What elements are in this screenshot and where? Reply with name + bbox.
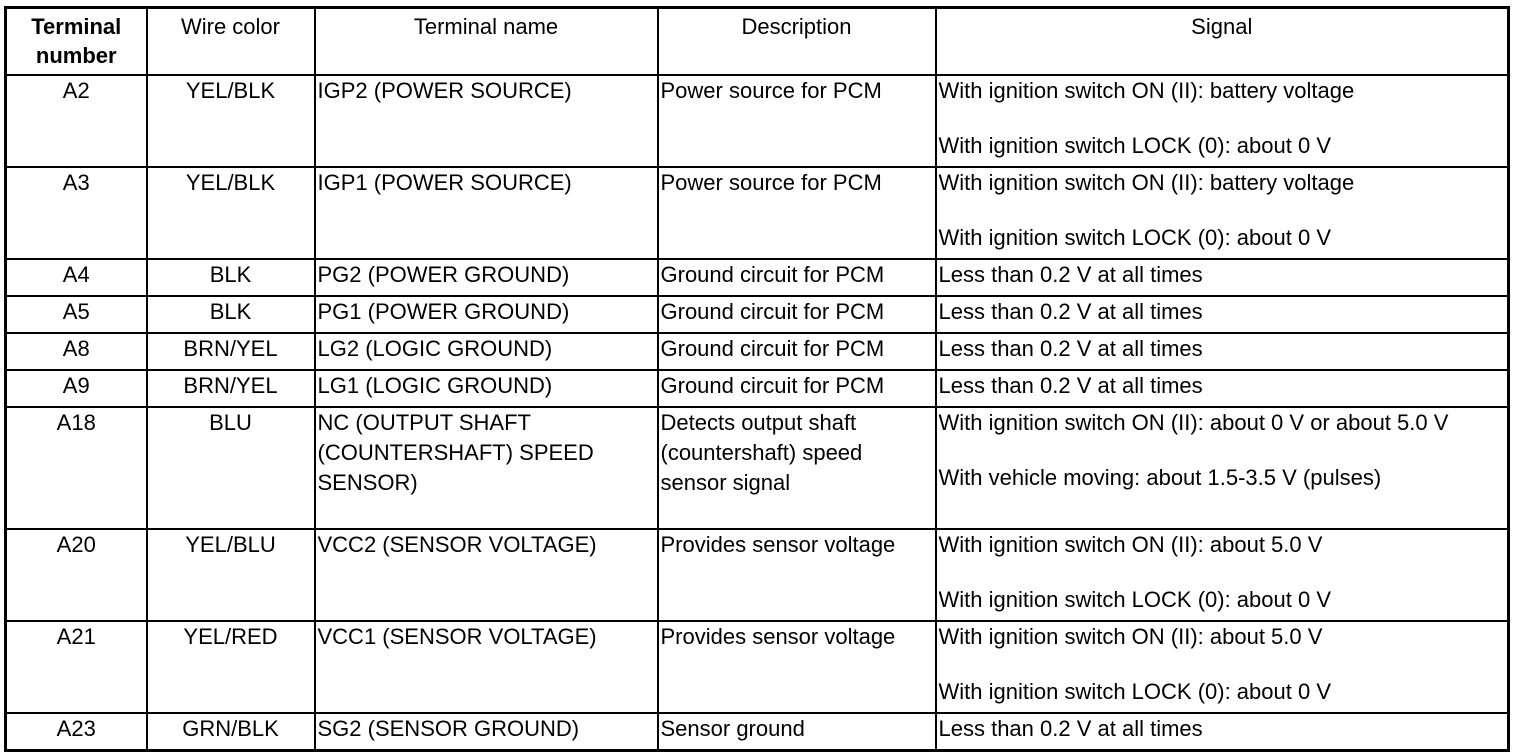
terminal-cell: A4 (6, 259, 147, 296)
terminal-name-cell: IGP1 (POWER SOURCE) (315, 167, 658, 259)
wire-color-cell: YEL/BLU (147, 529, 315, 621)
wire-color-cell: BLU (147, 407, 315, 529)
header-terminal-number: Terminal number (6, 8, 147, 76)
header-terminal-name: Terminal name (315, 8, 658, 76)
signal-line: Less than 0.2 V at all times (938, 262, 1203, 287)
description-cell: Ground circuit for PCM (658, 296, 936, 333)
terminal-name-cell: SG2 (SENSOR GROUND) (315, 713, 658, 750)
wire-color-cell: BRN/YEL (147, 333, 315, 370)
table-row (6, 370, 1509, 407)
terminal-cell: A5 (6, 296, 147, 333)
table-row (6, 167, 1509, 259)
terminal-cell: A20 (6, 529, 147, 621)
terminal-name-cell: LG2 (LOGIC GROUND) (315, 333, 658, 370)
signal-spacer (939, 106, 1506, 131)
signal-cell (936, 370, 1509, 407)
signal-spacer (939, 652, 1506, 677)
wire-color-cell: BLK (147, 259, 315, 296)
header-wire-color: Wire color (147, 8, 315, 76)
signal-line: With vehicle moving: about 1.5-3.5 V (pulses) (938, 465, 1382, 490)
pcm-terminal-table-sheet (4, 6, 1507, 752)
terminal-cell: A21 (6, 621, 147, 713)
signal-line: With ignition switch LOCK (0): about 0 V (938, 225, 1331, 250)
signal-spacer (939, 198, 1506, 223)
signal-cell (936, 407, 1509, 529)
terminal-cell: A2 (6, 75, 147, 167)
terminal-name-cell: PG2 (POWER GROUND) (315, 259, 658, 296)
terminal-name-cell: PG1 (POWER GROUND) (315, 296, 658, 333)
signal-cell (936, 167, 1509, 259)
terminal-name-cell: LG1 (LOGIC GROUND) (315, 370, 658, 407)
description-cell: Provides sensor voltage (658, 529, 936, 621)
signal-cell (936, 529, 1509, 621)
signal-line: Less than 0.2 V at all times (938, 299, 1203, 324)
signal-line: Less than 0.2 V at all times (938, 336, 1203, 361)
description-cell: Ground circuit for PCM (658, 259, 936, 296)
signal-line: With ignition switch LOCK (0): about 0 V (938, 587, 1331, 612)
terminal-cell: A18 (6, 407, 147, 529)
terminal-name-cell: VCC1 (SENSOR VOLTAGE) (315, 621, 658, 713)
terminal-name-cell: NC (OUTPUT SHAFT (COUNTERSHAFT) SPEED SENSOR) (315, 407, 658, 529)
description-cell: Provides sensor voltage (658, 621, 936, 713)
signal-cell (936, 296, 1509, 333)
signal-line: With ignition switch ON (II): battery voltage (938, 170, 1355, 195)
signal-line: With ignition switch LOCK (0): about 0 V (938, 133, 1331, 158)
terminal-cell: A9 (6, 370, 147, 407)
table-row (6, 259, 1509, 296)
header-description: Description (658, 8, 936, 76)
signal-line: With ignition switch ON (II): about 5.0 V (938, 532, 1323, 557)
terminal-cell: A8 (6, 333, 147, 370)
table-row (6, 296, 1509, 333)
signal-cell (936, 713, 1509, 750)
description-cell: Ground circuit for PCM (658, 370, 936, 407)
table-row (6, 407, 1509, 529)
signal-cell (936, 621, 1509, 713)
table-row (6, 621, 1509, 713)
signal-spacer (939, 438, 1506, 463)
wire-color-cell: YEL/BLK (147, 167, 315, 259)
table-row (6, 529, 1509, 621)
description-cell: Ground circuit for PCM (658, 333, 936, 370)
signal-cell (936, 259, 1509, 296)
signal-line: With ignition switch LOCK (0): about 0 V (938, 679, 1331, 704)
wire-color-cell: YEL/BLK (147, 75, 315, 167)
signal-cell (936, 333, 1509, 370)
description-cell: Power source for PCM (658, 167, 936, 259)
table-row (6, 75, 1509, 167)
signal-line: Less than 0.2 V at all times (938, 716, 1203, 741)
table-header-row (6, 8, 1509, 76)
signal-line: Less than 0.2 V at all times (938, 373, 1203, 398)
wire-color-cell: BLK (147, 296, 315, 333)
wire-color-cell: GRN/BLK (147, 713, 315, 750)
pcm-terminal-table (4, 6, 1510, 752)
terminal-cell: A23 (6, 713, 147, 750)
signal-line: With ignition switch ON (II): battery voltage (938, 78, 1355, 103)
signal-cell (936, 75, 1509, 167)
table-row (6, 713, 1509, 750)
signal-line: With ignition switch ON (II): about 0 V or about 5.0 V (938, 410, 1449, 435)
terminal-name-cell: IGP2 (POWER SOURCE) (315, 75, 658, 167)
table-row (6, 333, 1509, 370)
header-signal: Signal (936, 8, 1509, 76)
description-cell: Power source for PCM (658, 75, 936, 167)
wire-color-cell: BRN/YEL (147, 370, 315, 407)
terminal-cell: A3 (6, 167, 147, 259)
signal-line: With ignition switch ON (II): about 5.0 V (938, 624, 1323, 649)
wire-color-cell: YEL/RED (147, 621, 315, 713)
description-cell: Sensor ground (658, 713, 936, 750)
signal-spacer (939, 560, 1506, 585)
terminal-name-cell: VCC2 (SENSOR VOLTAGE) (315, 529, 658, 621)
description-cell: Detects output shaft (countershaft) speed sensor signal (658, 407, 936, 529)
